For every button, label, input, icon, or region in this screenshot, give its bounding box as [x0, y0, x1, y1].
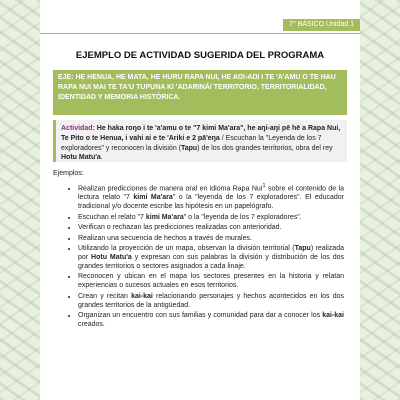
example-text: Reconocen y ubican en el mapa los sectores presentes en la historia y relatan experiencias o sucesos actuales en esos territorios. — [78, 273, 344, 290]
example-item — [78, 213, 344, 222]
example-text: ) realizada por — [78, 244, 344, 261]
example-text: " o la "leyenda de los 7 exploradores". — [183, 213, 302, 221]
example-text: creados. — [78, 321, 105, 329]
example-item — [78, 272, 344, 290]
example-text: " o la "leyenda de los 7 exploradores". El educador tradicional y/o docente escribe las hipótesis en un papelógrafo. — [78, 194, 345, 211]
activity-desc-2: ) de los dos grandes territorios, obra del rey — [197, 144, 333, 152]
example-text: Verifican o rechazan las predicciones realizadas con anterioridad. — [78, 224, 282, 232]
activity-label: Actividad: — [61, 125, 95, 132]
eje-banner — [53, 70, 347, 115]
left-decorative-border — [0, 0, 40, 400]
example-item — [78, 292, 344, 310]
right-decorative-border — [360, 0, 400, 400]
grade-unit-badge: 7° BÁSICO Unidad 1 — [283, 19, 360, 31]
examples-heading: Ejemplos: — [53, 170, 84, 177]
activity-desc-bold-hotu: Hotu Matu'a — [61, 154, 101, 162]
example-text: Escuchan el relato "7 — [78, 213, 146, 221]
activity-desc-bold-tapu: Tapu — [181, 144, 198, 152]
activity-title-rapanui: He haka roŋo i te 'a'amu o te "7 kimi Ma'ara", he aŋi-aŋi pē hē a Rapa Nui, Te Pito o te Henua, i vahi ai e te 'Ariki e 2 pā'eŋa — [61, 125, 341, 142]
activity-desc-3: . — [100, 154, 103, 162]
example-item — [78, 244, 344, 271]
examples-list — [53, 182, 344, 330]
example-text: y expresan con sus palabras la división y distribución de los dos grandes territorios o sectores asignados a cada linaje. — [78, 253, 344, 270]
example-text: relacionando personajes y hechos acontecidos en los dos grandes territorios de la antigüedad. — [78, 292, 344, 309]
example-text: sobre el contenido de la lectura relato "7 — [78, 185, 344, 202]
eje-text: EJE: HE HENUA, HE MATA, HE HURU RAPA NUI, HE AŊI-AŊI I TE 'A'AMU O TE HAU RAPA NUI MAI TE TA'U TUPUNA KI 'AŊARINÁ/ TERRITORIO, TERRITORIALIDAD, IDENTIDAD Y MEMORIA HISTÓRICA. — [58, 74, 336, 101]
activity-box — [53, 120, 347, 162]
example-bold-term: Hotu Matu'a — [91, 253, 132, 261]
example-item — [78, 311, 344, 329]
example-item — [78, 182, 344, 211]
example-item — [78, 223, 344, 232]
example-text: Utilizando la proyección de un mapa, observan la división territorial ( — [78, 244, 295, 252]
footnote-marker: 1 — [262, 183, 266, 189]
example-text: Organizan un encuentro con sus familias y comunidad para dar a conocer los — [78, 312, 323, 320]
example-item — [78, 234, 344, 243]
example-bold-term: Tapu — [294, 244, 311, 252]
example-text: Realizan una secuencia de hechos a través de murales. — [78, 234, 252, 242]
example-text: Crean y recitan — [78, 292, 132, 300]
header-rule — [40, 33, 360, 34]
example-text: Realizan predicciones de manera oral en idioma Rapa Nui — [78, 185, 263, 193]
example-bold-term: kimi Ma'ara — [145, 213, 184, 221]
example-bold-term: kai-kai — [322, 312, 344, 320]
activity-desc-1: / Escuchan la "Leyenda de los 7 exploradores" y reconocen la división ( — [61, 134, 322, 152]
example-bold-term: kai-kai — [131, 292, 153, 300]
example-bold-term: kimi Ma'ara — [133, 194, 173, 202]
page-title: EJEMPLO DE ACTIVIDAD SUGERIDA DEL PROGRAMA — [75, 50, 325, 61]
